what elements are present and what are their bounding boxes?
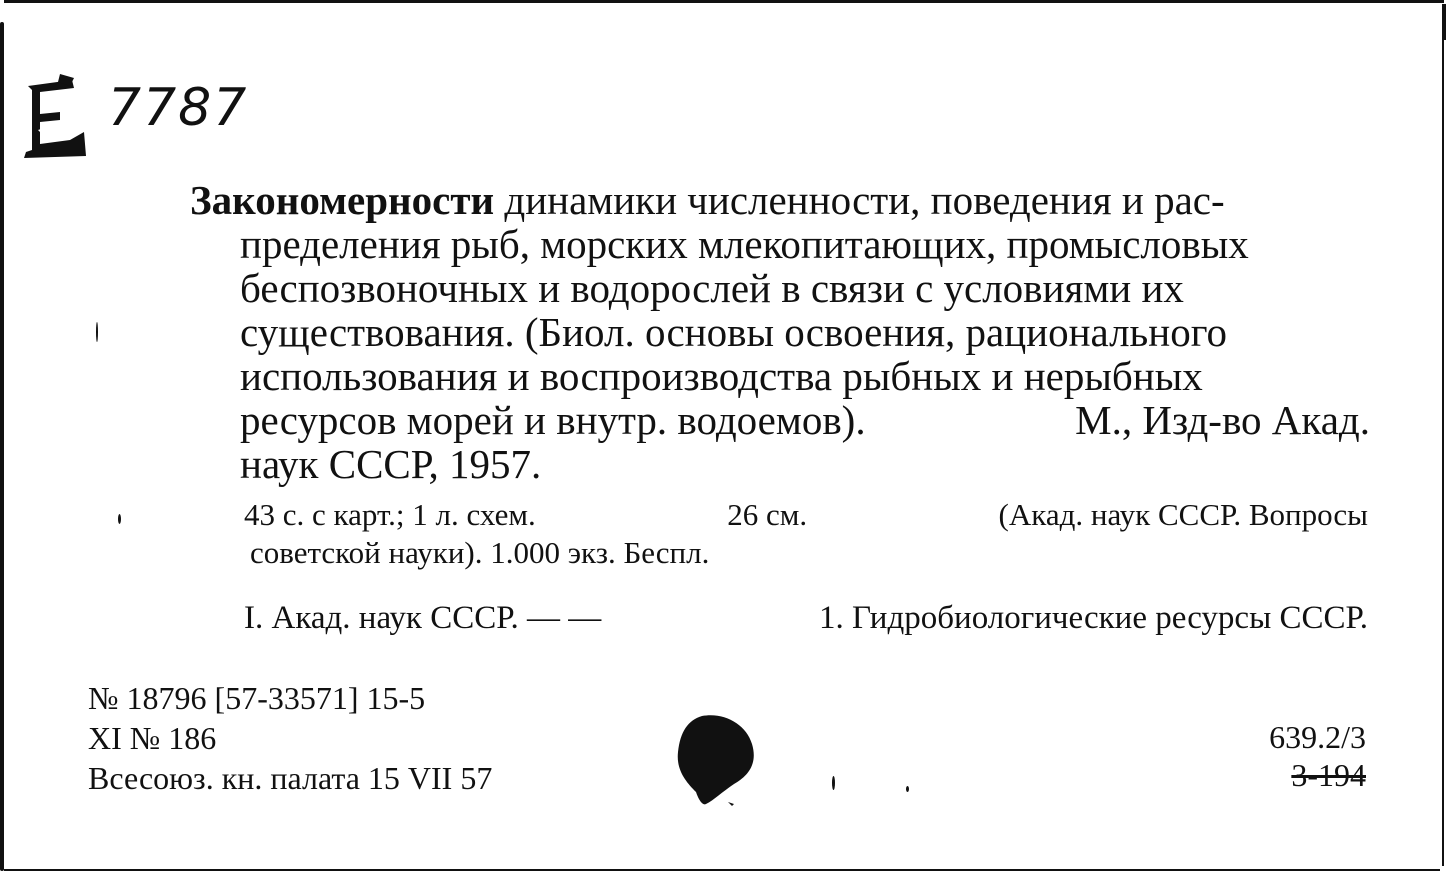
ink-blot <box>672 712 756 808</box>
tracing-corporate: I. Акад. наук СССР. — — <box>244 600 602 636</box>
physical-description <box>244 496 1368 572</box>
classification <box>1240 718 1366 794</box>
description-line-2: пределения рыб, морских млекопитающих, промысловых <box>240 221 1249 267</box>
card-border-bottom <box>4 869 1440 871</box>
bibliographic-description <box>190 178 1370 486</box>
description-line-6 <box>190 398 1370 442</box>
struck-code: 3-194 <box>1291 757 1366 793</box>
card-border-right <box>1442 40 1444 866</box>
description-line-3: беспозвоночных и водорослей в связи с условиями их <box>240 265 1184 311</box>
series-start: (Акад. наук СССР. Вопросы <box>998 497 1368 532</box>
classification-code: 639.2/3 <box>1269 719 1366 755</box>
publisher: М., Изд-во Акад. <box>1075 397 1370 443</box>
tracings <box>244 598 1368 638</box>
size: 26 см. <box>727 497 808 532</box>
issue-number: XI № 186 <box>88 720 217 756</box>
publication-year: наук СССР, 1957. <box>240 441 542 487</box>
ink-speck <box>96 322 98 342</box>
record-number: № 18796 [57-33571] 15-5 <box>88 680 426 716</box>
ink-speck <box>118 514 121 524</box>
ink-speck <box>906 786 909 792</box>
ink-speck <box>832 776 835 790</box>
book-chamber: Всесоюз. кн. палата 15 VII 57 <box>88 760 493 796</box>
registration-info <box>88 678 492 798</box>
description-line-1 <box>190 178 1370 222</box>
description-line-5: использования и воспроизводства рыбных и нерыбных <box>240 353 1203 399</box>
series-note: ресурсов морей и внутр. водоемов). <box>240 397 866 443</box>
title-rest: динамики численности, поведения и рас- <box>504 177 1225 223</box>
card-border-right-top <box>1442 4 1446 40</box>
title-bold: Закономерности <box>190 177 495 223</box>
call-number: 7787 <box>108 78 249 138</box>
tracing-subject: 1. Гидробиологические ресурсы СССР. <box>818 600 1368 636</box>
description-line-4: существования. (Биол. основы освоения, рационального <box>240 309 1227 355</box>
card-border-left <box>0 22 4 871</box>
call-letter-stamp <box>20 72 92 162</box>
series-end: советской науки). 1.000 экз. Беспл. <box>250 535 710 570</box>
card-border-top <box>4 0 1444 3</box>
pages: 43 с. с карт.; 1 л. схем. <box>244 497 536 532</box>
